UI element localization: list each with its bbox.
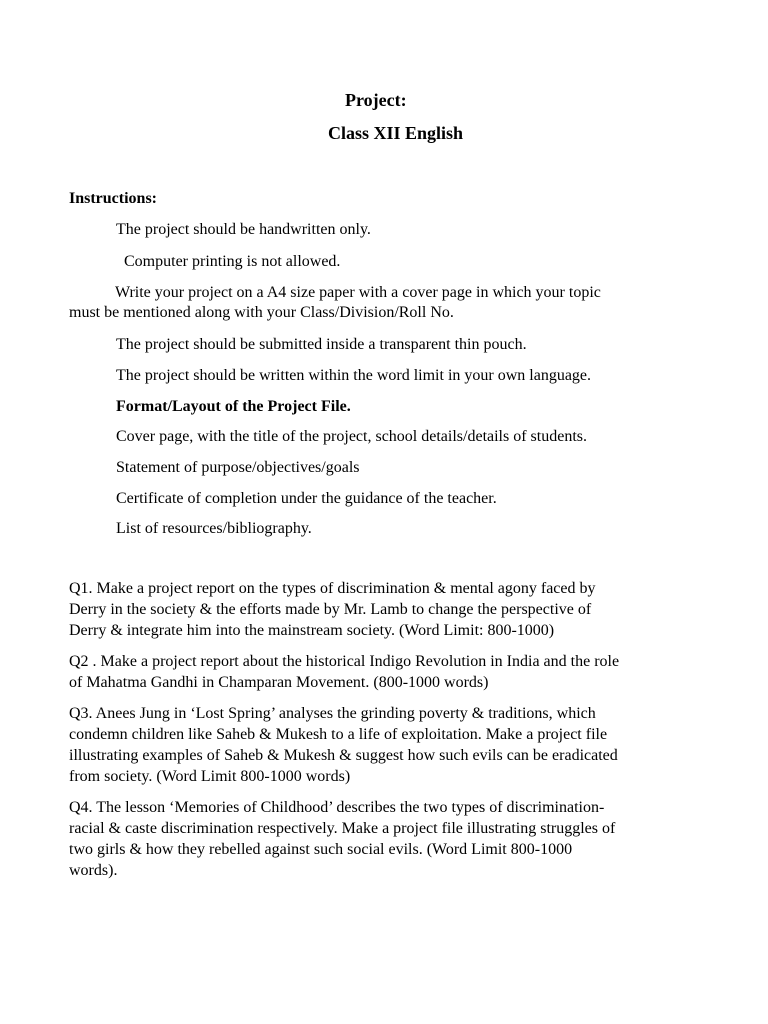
- instruction-item-continuation: must be mentioned along with your Class/Division/Roll No.: [69, 304, 454, 321]
- instructions-heading: Instructions:: [69, 190, 158, 207]
- question-q2: [69, 651, 694, 693]
- question-line: from society. (Word Limit 800-1000 words): [69, 768, 351, 785]
- question-line: condemn children like Saheb & Mukesh to a life of exploitation. Make a project file: [69, 726, 608, 743]
- question-q3: [69, 703, 694, 787]
- document-subtitle: Class XII English: [328, 123, 464, 143]
- format-item: Certificate of completion under the guidance of the teacher.: [116, 490, 497, 507]
- question-line: Derry in the society & the efforts made by Mr. Lamb to change the perspective of: [69, 601, 592, 618]
- document-title: Project:: [345, 90, 407, 110]
- format-item: Cover page, with the title of the project, school details/details of students.: [116, 428, 587, 445]
- instruction-item: Computer printing is not allowed.: [124, 253, 341, 270]
- question-line: words).: [69, 862, 118, 879]
- format-heading: Format/Layout of the Project File.: [116, 398, 351, 415]
- question-line: illustrating examples of Saheb & Mukesh & suggest how such evils can be eradicated: [69, 747, 618, 764]
- question-q1: [69, 578, 694, 641]
- instruction-item: The project should be written within the word limit in your own language.: [116, 367, 592, 384]
- instruction-item: The project should be handwritten only.: [116, 221, 371, 238]
- question-line: Q4. The lesson ‘Memories of Childhood’ describes the two types of discrimination-: [69, 799, 605, 816]
- question-q4: [69, 797, 694, 881]
- question-line: racial & caste discrimination respectively. Make a project file illustrating struggles of: [69, 820, 616, 837]
- instruction-item: Write your project on a A4 size paper with a cover page in which your topic: [115, 284, 601, 301]
- question-line: of Mahatma Gandhi in Champaran Movement. (800-1000 words): [69, 674, 489, 691]
- instruction-item: The project should be submitted inside a transparent thin pouch.: [116, 336, 527, 353]
- question-line: Q2 . Make a project report about the historical Indigo Revolution in India and the role: [69, 653, 620, 670]
- question-line: two girls & how they rebelled against such social evils. (Word Limit 800-1000: [69, 841, 573, 858]
- format-item: List of resources/bibliography.: [116, 520, 312, 537]
- question-line: Q3. Anees Jung in ‘Lost Spring’ analyses the grinding poverty & traditions, which: [69, 705, 596, 722]
- question-line: Q1. Make a project report on the types of discrimination & mental agony faced by: [69, 580, 596, 597]
- format-item: Statement of purpose/objectives/goals: [116, 459, 360, 476]
- question-line: Derry & integrate him into the mainstream society. (Word Limit: 800-1000): [69, 622, 555, 639]
